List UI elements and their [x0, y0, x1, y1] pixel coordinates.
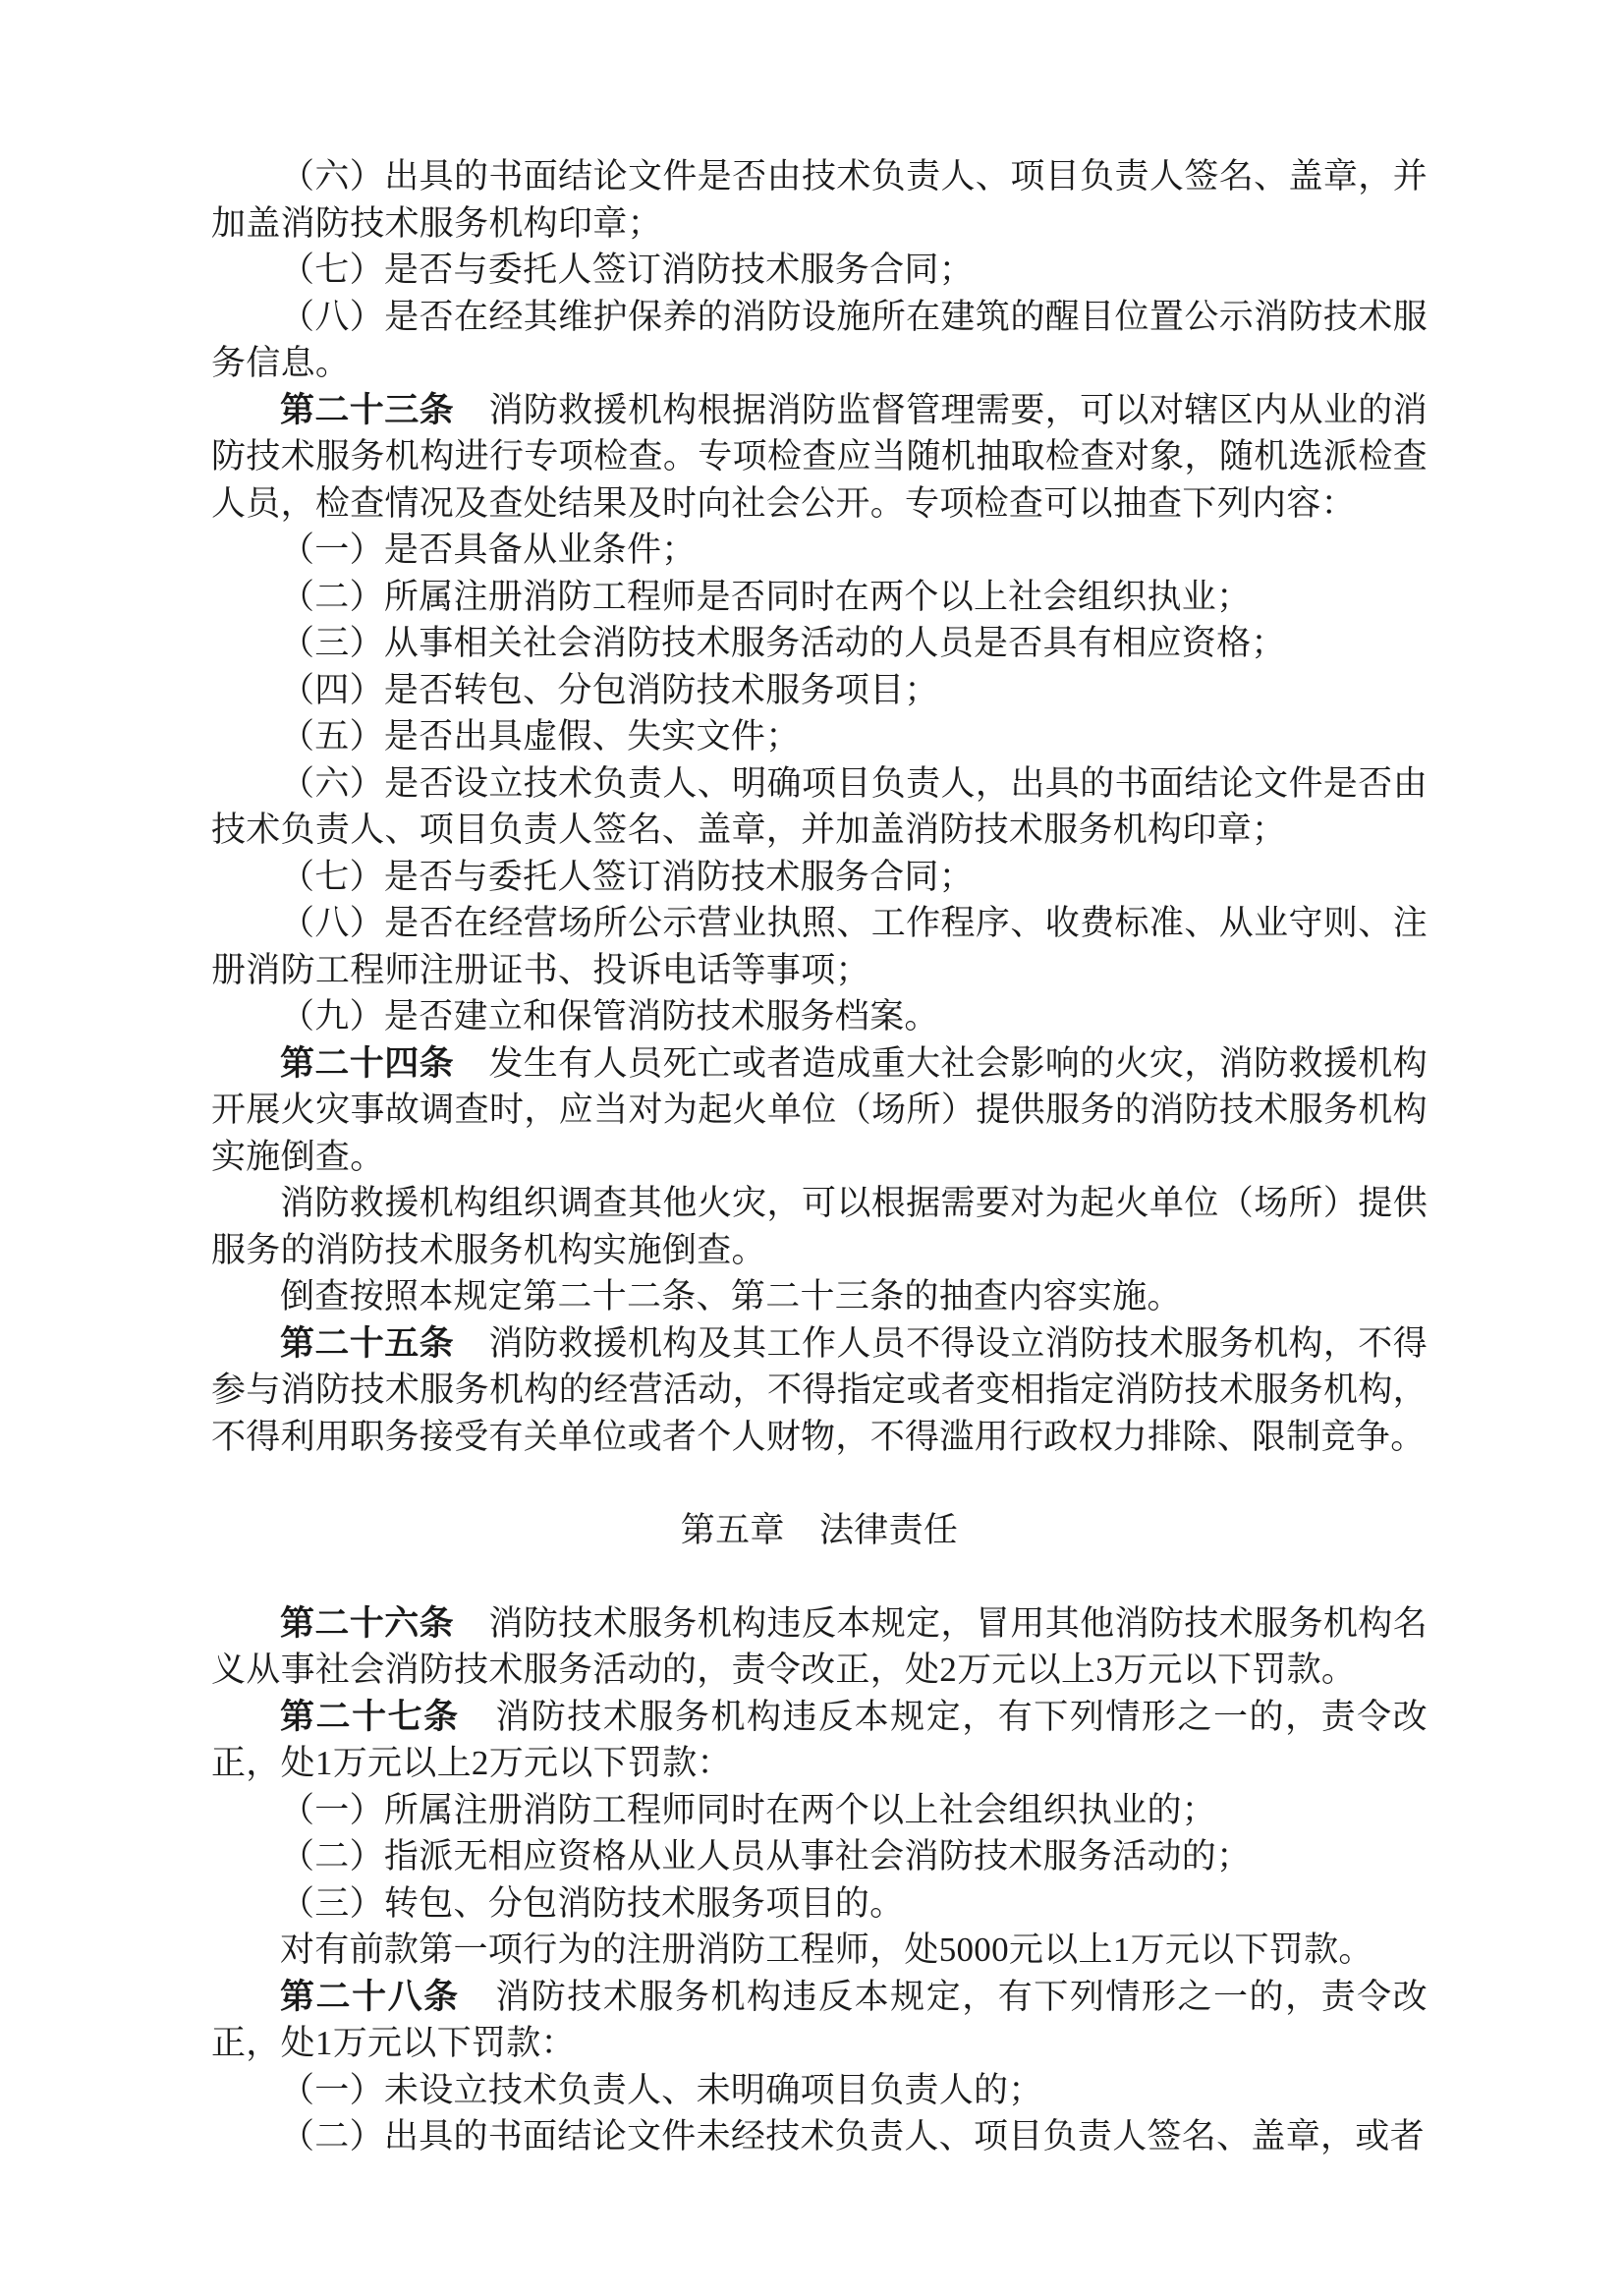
list-item-paragraph: （八）是否在经其维护保养的消防设施所在建筑的醒目位置公示消防技术服务信息。 [211, 297, 1428, 382]
article-number: 第二十六条 [280, 1603, 489, 1643]
article-text: 消防技术服务机构违反本规定，有下列情形之一的，责令改正，处1万元以上2万元以下罚款： [211, 1697, 1428, 1782]
article-paragraph [211, 387, 1428, 528]
article-number: 第二十七条 [280, 1697, 496, 1736]
list-item-paragraph: （二）指派无相应资格从业人员从事社会消防技术服务活动的； [280, 1837, 1252, 1875]
paragraph: 消防救援机构组织调查其他火灾，可以根据需要对为起火单位（场所）提供服务的消防技术服务机构实施倒查。 [211, 1184, 1428, 1269]
paragraph: 倒查按照本规定第二十二条、第二十三条的抽查内容实施。 [280, 1277, 1182, 1315]
article-paragraph [211, 1974, 1428, 2067]
list-item-paragraph: （二）出具的书面结论文件未经技术负责人、项目负责人签名、盖章，或者 [280, 2117, 1425, 2155]
article-text: 消防技术服务机构违反本规定，冒用其他消防技术服务机构名义从事社会消防技术服务活动的，责令改正，处2万元以上3万元以下罚款。 [211, 1603, 1428, 1689]
list-item-paragraph: （一）所属注册消防工程师同时在两个以上社会组织执业的； [280, 1790, 1217, 1829]
list-item-paragraph: （三）从事相关社会消防技术服务活动的人员是否具有相应资格； [280, 624, 1286, 662]
article-text: 消防技术服务机构违反本规定，有下列情形之一的，责令改正，处1万元以下罚款： [211, 1977, 1428, 2062]
article-text: 消防救援机构及其工作人员不得设立消防技术服务机构，不得参与消防技术服务机构的经营活动，不得指定或者变相指定消防技术服务机构，不得利用职务接受有关单位或者个人财物，不得滥用行政权力排除、限制竞争。 [211, 1323, 1428, 1456]
list-item-paragraph: （六）出具的书面结论文件是否由技术负责人、项目负责人签名、盖章，并加盖消防技术服务机构印章； [211, 157, 1428, 243]
list-item-paragraph: （六）是否设立技术负责人、明确项目负责人，出具的书面结论文件是否由技术负责人、项目负责人签名、盖章，并加盖消防技术服务机构印章； [211, 763, 1428, 849]
list-item-paragraph: （七）是否与委托人签订消防技术服务合同； [280, 857, 975, 896]
list-item-paragraph: （八）是否在经营场所公示营业执照、工作程序、收费标准、从业守则、注册消防工程师注册证书、投诉电话等事项； [211, 904, 1428, 989]
article-paragraph [211, 1600, 1428, 1694]
list-item-paragraph: （四）是否转包、分包消防技术服务项目； [280, 670, 939, 709]
list-item-paragraph: （二）所属注册消防工程师是否同时在两个以上社会组织执业； [280, 577, 1252, 616]
list-item-paragraph: （一）是否具备从业条件； [280, 531, 697, 569]
article-number: 第二十三条 [280, 390, 489, 429]
article-paragraph [211, 1040, 1428, 1181]
paragraph: 对有前款第一项行为的注册消防工程师，处5000元以上1万元以下罚款。 [280, 1931, 1373, 1969]
list-item-paragraph: （一）未设立技术负责人、未明确项目负责人的； [280, 2070, 1043, 2109]
article-number: 第二十四条 [280, 1043, 489, 1083]
article-number: 第二十五条 [280, 1323, 489, 1363]
article-text: 发生有人员死亡或者造成重大社会影响的火灾，消防救援机构开展火灾事故调查时，应当对为起火单位（场所）提供服务的消防技术服务机构实施倒查。 [211, 1043, 1428, 1176]
article-paragraph [211, 1320, 1428, 1461]
article-text: 消防救援机构根据消防监督管理需要，可以对辖区内从业的消防技术服务机构进行专项检查。专项检查应当随机抽取检查对象，随机选派检查人员，检查情况及查处结果及时向社会公开。专项检查可以抽查下列内容： [211, 390, 1428, 523]
list-item-paragraph: （七）是否与委托人签订消防技术服务合同； [280, 251, 975, 289]
article-number: 第二十八条 [280, 1977, 496, 2016]
list-item-paragraph: （五）是否出具虚假、失实文件； [280, 717, 801, 756]
article-paragraph [211, 1694, 1428, 1787]
list-item-paragraph: （九）是否建立和保管消防技术服务档案。 [280, 997, 939, 1036]
list-item-paragraph: （三）转包、分包消防技术服务项目的。 [280, 1883, 905, 1923]
chapter-heading: 第五章 法律责任 [680, 1510, 959, 1549]
